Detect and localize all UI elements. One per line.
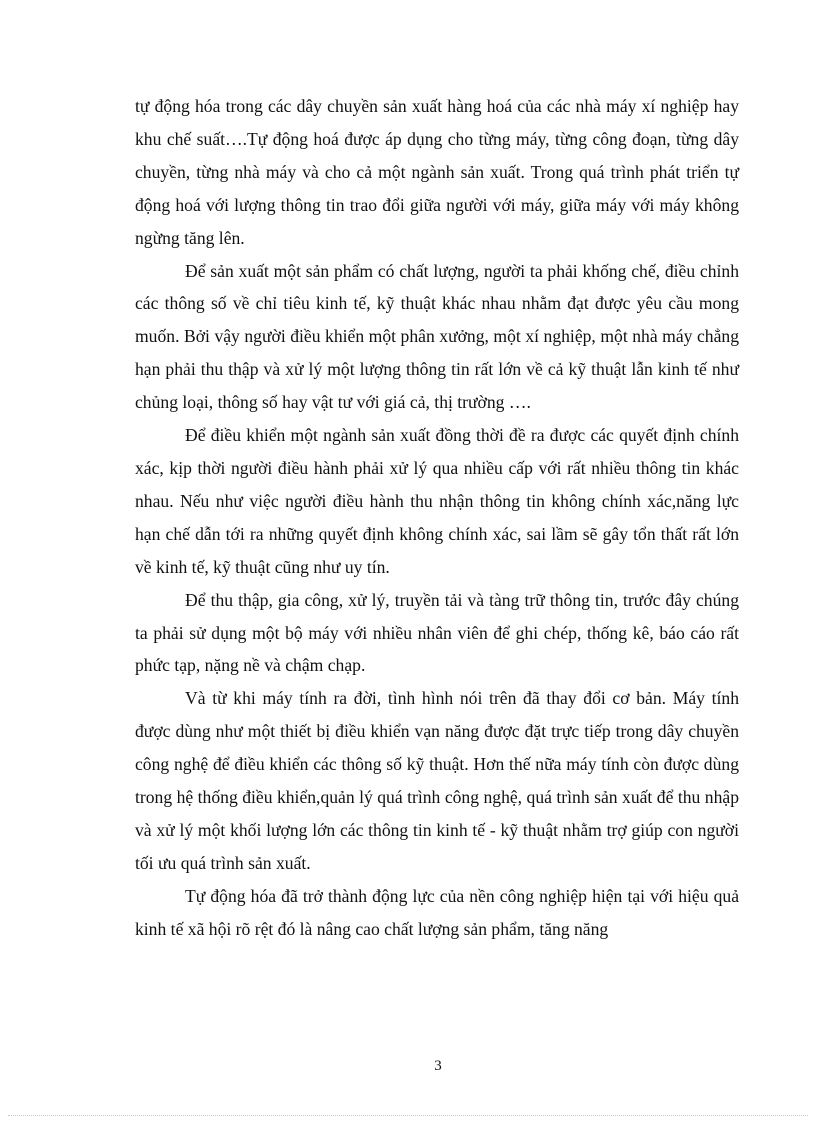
- paragraph-decision-making: Để điều khiển một ngành sản xuất đồng thời đề ra được các quyết định chính xác, kịp thời người điều hành phải xử lý qua nhiều cấp với rất nhiều thông tin khác nhau. Nếu như việc người điều hành thu nhận thông tin không chính xác,năng lực hạn chế dẫn tới ra những quyết định không chính xác, sai lầm sẽ gây tổn thất rất lớn về kinh tế, kỹ thuật cũng như uy tín.: [135, 425, 739, 577]
- paragraph-computers: Và từ khi máy tính ra đời, tình hình nói trên đã thay đổi cơ bản. Máy tính được dùng như một thiết bị điều khiển vạn năng được đặt trực tiếp trong dây chuyền công nghệ để điều khiển các thông số kỹ thuật. Hơn thế nữa máy tính còn được dùng trong hệ thống điều khiển,quản lý quá trình công nghệ, quá trình sản xuất để thu nhập và xử lý một khối lượng lớn các thông tin kinh tế - kỹ thuật nhằm trợ giúp con người tối ưu quá trình sản xuất.: [135, 688, 739, 873]
- paragraph-quality-control: Để sản xuất một sản phẩm có chất lượng, người ta phải khống chế, điều chỉnh các thông số về chỉ tiêu kinh tế, kỹ thuật khác nhau nhằm đạt được yêu cầu mong muốn. Bởi vậy người điều khiển một phân xưởng, một xí nghiệp, một nhà máy chẳng hạn phải thu thập và xử lý một lượng thông tin rất lớn về cả kỹ thuật lẫn kinh tế như chủng loại, thông số hay vật tư với giá cả, thị trường ….: [135, 260, 739, 413]
- page-bottom-divider: [8, 1115, 808, 1116]
- paragraph-automation-driver: Tự động hóa đã trở thành động lực của nền công nghiệp hiện tại với hiệu quả kinh tế xã hội rõ rệt đó là nâng cao chất lượng sản phẩm, tăng năng: [135, 885, 739, 939]
- paragraph-automation-continuation: tự động hóa trong các dây chuyền sản xuất hàng hoá của các nhà máy xí nghiệp hay khu chế suất….Tự động hoá được áp dụng cho từng máy, từng công đoạn, từng dây chuyền, từng nhà máy và cho cả một ngành sản xuất. Trong quá trình phát triển tự động hoá với lượng thông tin trao đổi giữa người với máy, giữa máy với máy không ngừng tăng lên.: [135, 96, 739, 248]
- paragraph-information-processing: Để thu thập, gia công, xử lý, truyền tải và tàng trữ thông tin, trước đây chúng ta phải sử dụng một bộ máy với nhiều nhân viên để ghi chép, thống kê, báo cáo rất phức tạp, nặng nề và chậm chạp.: [135, 589, 739, 676]
- page-number: 3: [434, 1058, 442, 1074]
- body-text: [135, 90, 739, 946]
